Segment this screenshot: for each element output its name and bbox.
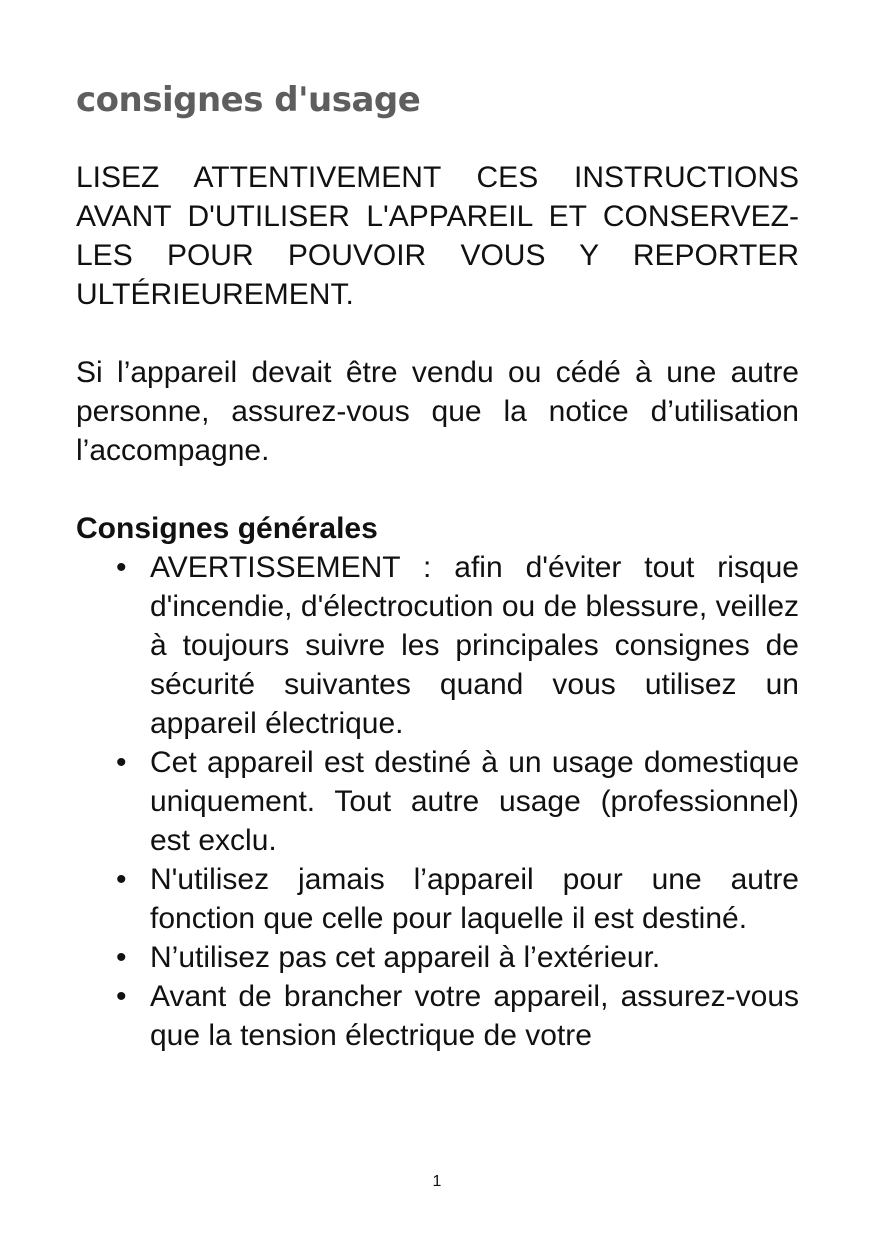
list-item-text: Cet appareil est destiné à un usage domestique uniquement. Tout autre usage (professionnel) est exclu.	[150, 746, 799, 857]
bullet-icon: •	[116, 746, 127, 779]
bullet-icon: •	[116, 551, 127, 584]
section-heading: Consignes générales	[76, 512, 378, 545]
list-item-text: AVERTISSEMENT : afin d'éviter tout risque d'incendie, d'électrocution ou de blessure, veillez à toujours suivre les principales consignes de sécurité suivantes quand vous utilisez un appareil électrique.	[150, 551, 799, 740]
list-item	[76, 548, 799, 743]
list-item	[76, 860, 799, 938]
safety-bullet-list	[76, 548, 799, 1055]
document-page	[76, 78, 799, 1055]
bullet-icon: •	[116, 980, 127, 1013]
page-number: 1	[432, 1173, 442, 1190]
list-item	[76, 938, 799, 977]
list-item	[76, 743, 799, 860]
list-item-text: Avant de brancher votre appareil, assurez-vous que la tension électrique de votre	[150, 980, 799, 1052]
list-item-text: N'utilisez jamais l’appareil pour une autre fonction que celle pour laquelle il est destiné.	[150, 863, 799, 935]
document-title: consignes d'usage	[76, 80, 421, 120]
bullet-icon: •	[116, 863, 127, 896]
intro-transfer-paragraph: Si l’appareil devait être vendu ou cédé à une autre personne, assurez-vous que la notice d’utilisation l’accompagne.	[76, 356, 799, 467]
intro-caps-paragraph: LISEZ ATTENTIVEMENT CES INSTRUCTIONS AVANT D'UTILISER L'APPAREIL ET CONSERVEZ-LES POUR POUVOIR VOUS Y REPORTER ULTÉRIEUREMENT.	[76, 161, 799, 311]
bullet-icon: •	[116, 941, 127, 974]
list-item-text: N’utilisez pas cet appareil à l’extérieur.	[150, 941, 661, 974]
list-item	[76, 977, 799, 1055]
